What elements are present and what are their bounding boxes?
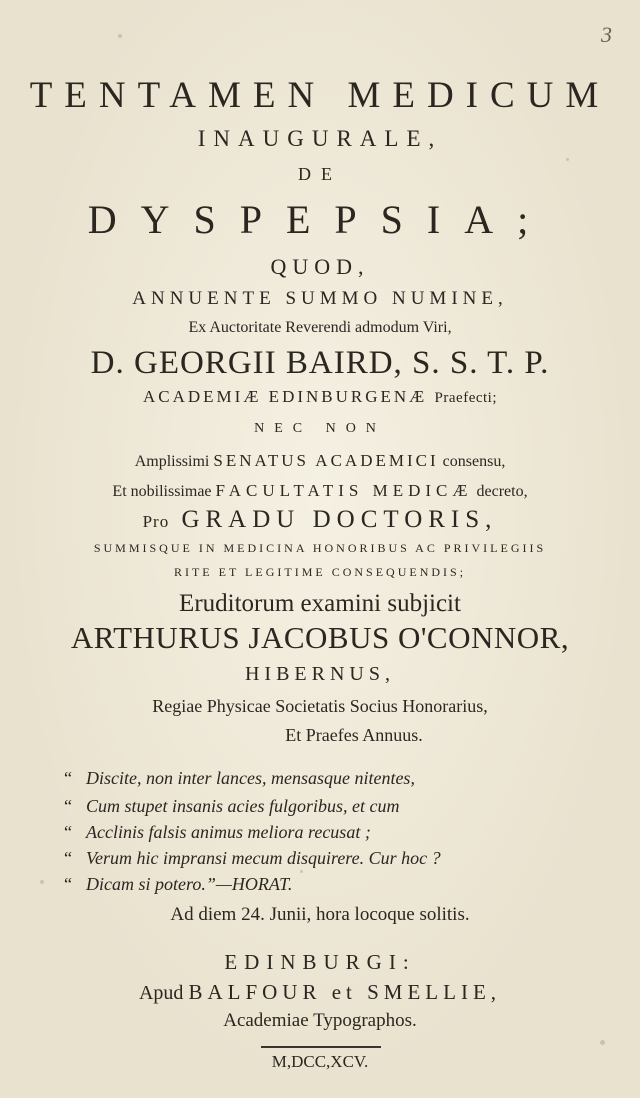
apud-pre: Apud [138,982,184,1004]
amplissimi-pre: Amplissimi [134,453,210,470]
poem-line [64,822,371,843]
pro-gradu-caps: GRADU DOCTORIS, [181,506,498,533]
ad-diem-line: Ad diem 24. Junii, hora locoque solitis. [170,904,470,925]
rite-line: RITE ET LEGITIME CONSEQUENDIS; [173,565,467,579]
praefes-line: Et Praefes Annuus. [285,725,423,745]
hibernus-line: HIBERNUS, [244,663,395,685]
amplissimi-line [0,451,640,471]
title-subject: DYSPEPSIA; [87,197,553,242]
poem-quote-mark: “ [64,822,72,842]
regiae-line: Regiae Physicae Societatis Socius Honorarius, [152,696,488,716]
poem-line [64,874,292,895]
nobilissimae-line [0,481,640,501]
poem-text: Cum stupet insanis acies fulgoribus, et cum [86,796,400,816]
title-line-1: TENTAMEN MEDICUM [29,75,611,116]
title-line-3: DE [298,164,342,184]
academiae-line [0,387,640,407]
nobilissimae-pre: Et nobilissimae [112,483,212,500]
academiae-small: Praefecti; [434,390,498,406]
title-line-2: INAUGURALE, [197,126,443,151]
poem-quote-mark: “ [64,768,72,788]
imprint-city: EDINBURGI: [224,950,416,974]
poem-text: Acclinis falsis animus meliora recusat ; [86,822,371,842]
imprint-printers [0,980,640,1005]
ex-auctoritate-line: Ex Auctoritate Reverendi admodum Viri, [188,319,452,336]
baird-line: D. GEORGII BAIRD, S. S. T. P. [90,345,550,381]
divider-rule [261,1046,381,1048]
poem-line [64,796,400,817]
nobilissimae-post: decreto, [476,483,528,500]
summis-line: SUMMISQUE IN MEDICINA HONORIBUS AC PRIVILEGIIS [93,541,547,555]
eruditorum-line: Eruditorum examini subjicit [179,590,461,617]
author-name: ARTHURUS JACOBUS O'CONNOR, [70,620,570,655]
academiae-caps: ACADEMIÆ EDINBURGENÆ [142,387,428,406]
poem-quote-mark: “ [64,874,72,894]
poem-line [64,848,441,869]
poem-line [64,768,415,789]
poem-text: Dicam si potero.”—HORAT. [86,874,293,894]
amplissimi-post: consensu, [442,453,506,470]
title-line-quod: QUOD, [270,254,370,279]
annuente-line: ANNUENTE SUMMO NUMINE, [132,288,508,309]
amplissimi-caps: SENATUS ACADEMICI [213,451,439,470]
pro-gradu-small: Pro [142,512,170,531]
poem-quote-mark: “ [64,848,72,868]
pro-gradu-line [0,506,640,534]
poem-quote-mark: “ [64,796,72,816]
page-number-mark: 3 [601,22,612,47]
nobilissimae-caps: FACULTATIS MEDICÆ [215,481,473,500]
necnon-line: NEC NON [254,421,386,436]
imprint-typographos: Academiae Typographos. [223,1010,417,1031]
poem-text: Discite, non inter lances, mensasque nitentes, [86,768,415,788]
imprint-date: M,DCC,XCV. [271,1052,369,1071]
poem-text: Verum hic impransi mecum disquirere. Cur hoc ? [86,848,441,868]
apud-caps: BALFOUR et SMELLIE, [188,980,502,1004]
